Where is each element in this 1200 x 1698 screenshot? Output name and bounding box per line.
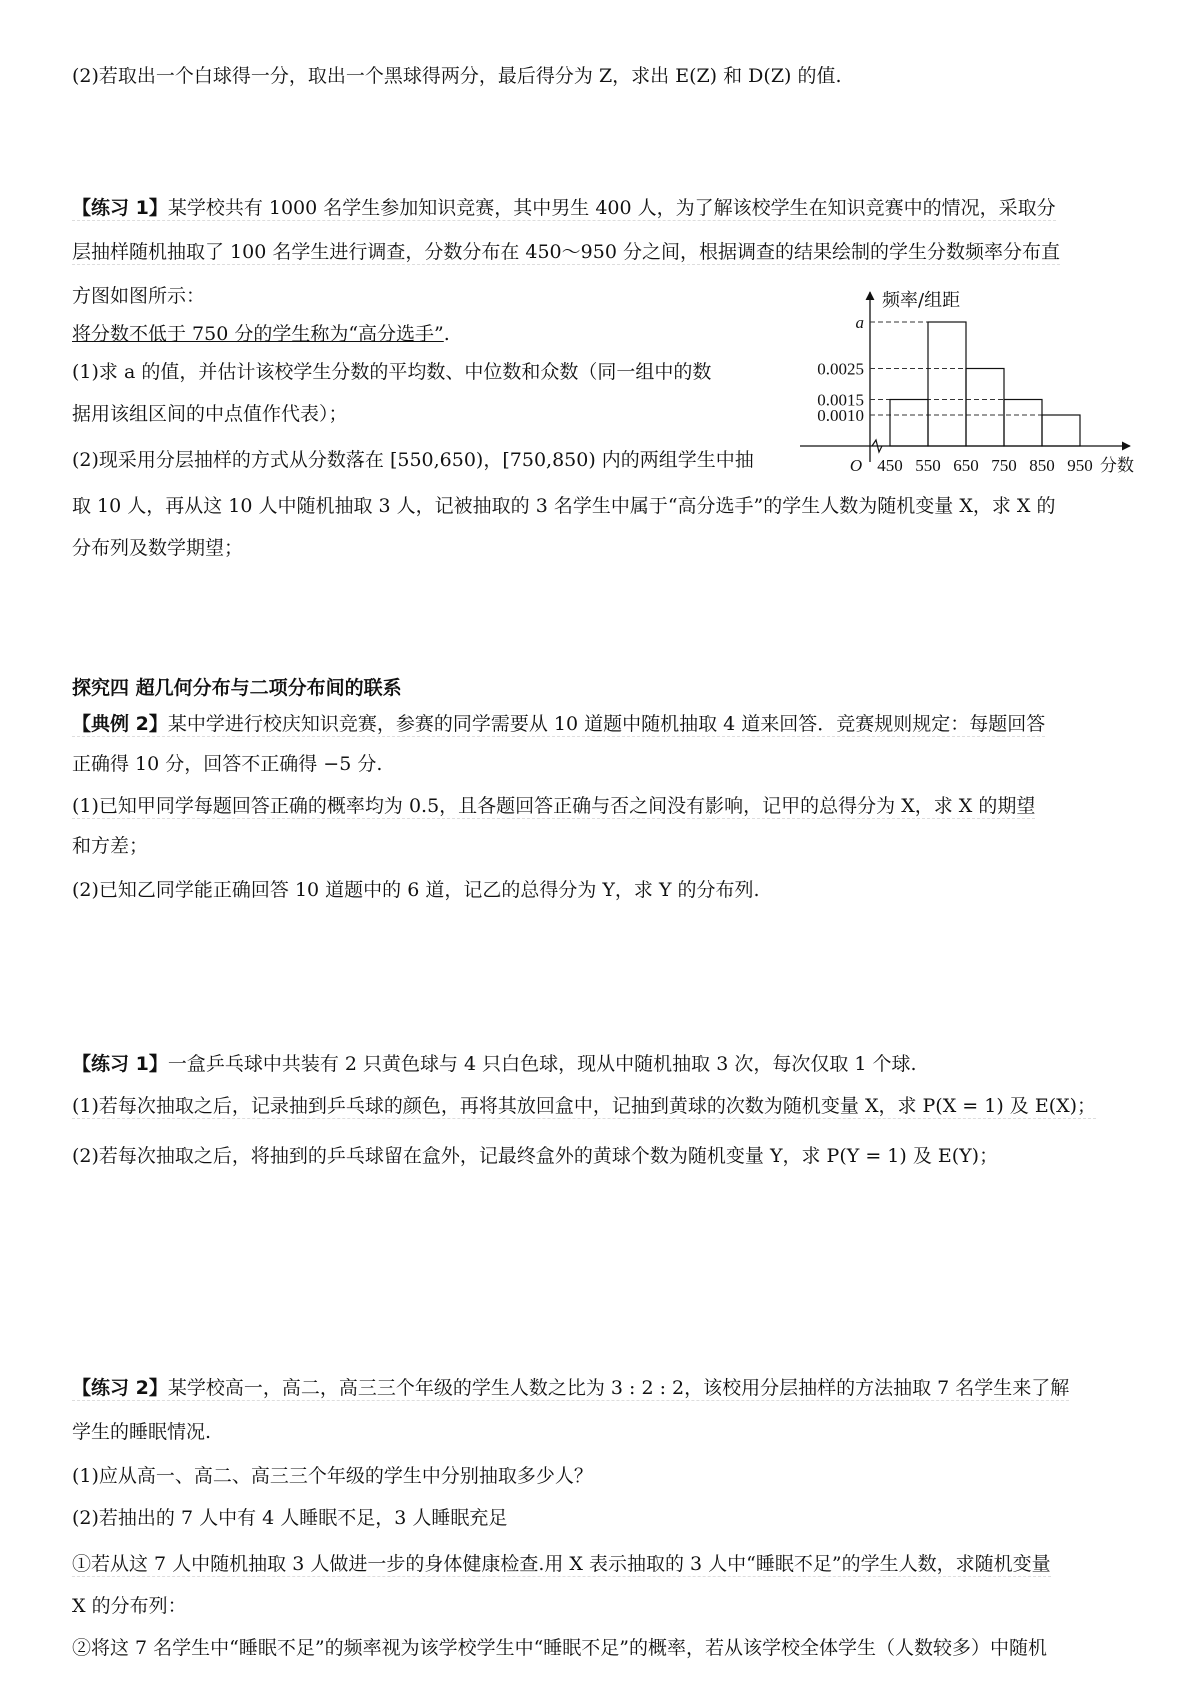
section-heading: 探究四 超几何分布与二项分布间的联系 — [72, 677, 402, 699]
text-line: ②将这 7 名学生中“睡眠不足”的频率视为该学校学生中“睡眠不足”的概率，若从该学校全体学生（人数较多）中随机 — [72, 1637, 1048, 1659]
origin-label: O — [849, 456, 863, 475]
histogram-bar — [928, 322, 966, 446]
text-line: (2)现采用分层抽样的方式从分数落在 [550,650)，[750,850) 内的两组学生中抽 — [72, 449, 754, 471]
x-tick-label: 450 — [877, 456, 903, 475]
text-line: 和方差； — [72, 835, 149, 857]
text-line: 方图如图所示： — [72, 285, 206, 307]
text-line: 【练习 1】一盒乒乓球中共装有 2 只黄色球与 4 只白色球，现从中随机抽取 3 次，每次仅取 1 个球. — [72, 1053, 917, 1075]
text-line: 据用该组区间的中点值作代表）； — [72, 403, 348, 425]
y-tick-label: a — [855, 313, 864, 332]
text-line: ①若从这 7 人中随机抽取 3 人做进一步的身体健康检查.用 X 表示抽取的 3 人中“睡眠不足”的学生人数，求随机变量 — [72, 1553, 1051, 1575]
text-line: X 的分布列： — [72, 1595, 187, 1617]
text-line: 【练习 2】某学校高一，高二，高三三个年级的学生人数之比为 3 : 2 : 2，该校用分层抽样的方法抽取 7 名学生来了解 — [72, 1377, 1070, 1399]
text-line: (2)若抽出的 7 人中有 4 人睡眠不足，3 人睡眠充足 — [72, 1507, 508, 1529]
text-line: (1)求 a 的值，并估计该校学生分数的平均数、中位数和众数（同一组中的数 — [72, 361, 712, 383]
text-line: 取 10 人，再从这 10 人中随机抽取 3 人，记被抽取的 3 名学生中属于“高分选手”的学生人数为随机变量 X，求 X 的 — [72, 495, 1056, 517]
text-line: 【典例 2】某中学进行校庆知识竞赛，参赛的同学需要从 10 道题中随机抽取 4 道来回答．竞赛规则规定：每题回答 — [72, 713, 1046, 735]
text-line: (1)应从高一、高二、高三三个年级的学生中分别抽取多少人？ — [72, 1465, 593, 1487]
x-tick-label: 650 — [953, 456, 979, 475]
histogram-bar — [1004, 400, 1042, 447]
text-line: 学生的睡眠情况. — [72, 1421, 212, 1443]
text-line: (2)已知乙同学能正确回答 10 道题中的 6 道，记乙的总得分为 Y，求 Y 的分布列. — [72, 879, 760, 901]
histogram-bar — [966, 369, 1004, 447]
y-tick-label: 0.0025 — [817, 359, 864, 379]
text-line: (2)若取出一个白球得一分，取出一个黑球得两分，最后得分为 Z，求出 E(Z) 和 D(Z) 的值. — [72, 65, 842, 87]
x-tick-label: 950 — [1067, 456, 1093, 475]
text-line: 将分数不低于 750 分的学生称为“高分选手”. — [72, 323, 450, 345]
text-line: (1)已知甲同学每题回答正确的概率均为 0.5，且各题回答正确与否之间没有影响，记甲的总得分为 X，求 X 的期望 — [72, 795, 1036, 817]
text-line: 分布列及数学期望； — [72, 537, 244, 559]
x-tick-label: 850 — [1029, 456, 1055, 475]
y-axis-label: 频率/组距 — [882, 290, 961, 311]
histogram-bar — [890, 400, 928, 447]
y-tick-label: 0.0015 — [817, 390, 864, 410]
x-axis-label: 分数 — [1100, 456, 1134, 476]
text-line: (1)若每次抽取之后，记录抽到乒乓球的颜色，再将其放回盒中，记抽到黄球的次数为随机变量 X，求 P(X = 1) 及 E(X)； — [72, 1095, 1097, 1117]
text-line: 层抽样随机抽取了 100 名学生进行调查，分数分布在 450～950 分之间，根据调查的结果绘制的学生分数频率分布直 — [72, 241, 1060, 263]
x-tick-label: 550 — [915, 456, 941, 475]
x-tick-label: 750 — [991, 456, 1017, 475]
histogram-bar — [1042, 415, 1080, 446]
text-line: 【练习 1】某学校共有 1000 名学生参加知识竞赛，其中男生 400 人，为了解该校学生在知识竞赛中的情况，采取分 — [72, 197, 1056, 219]
y-tick-label: 0.0010 — [817, 406, 864, 425]
text-line: (2)若每次抽取之后，将抽到的乒乓球留在盒外，记最终盒外的黄球个数为随机变量 Y，求 P(Y = 1) 及 E(Y)； — [72, 1145, 999, 1167]
text-line: 正确得 10 分，回答不正确得 −5 分. — [72, 753, 383, 775]
